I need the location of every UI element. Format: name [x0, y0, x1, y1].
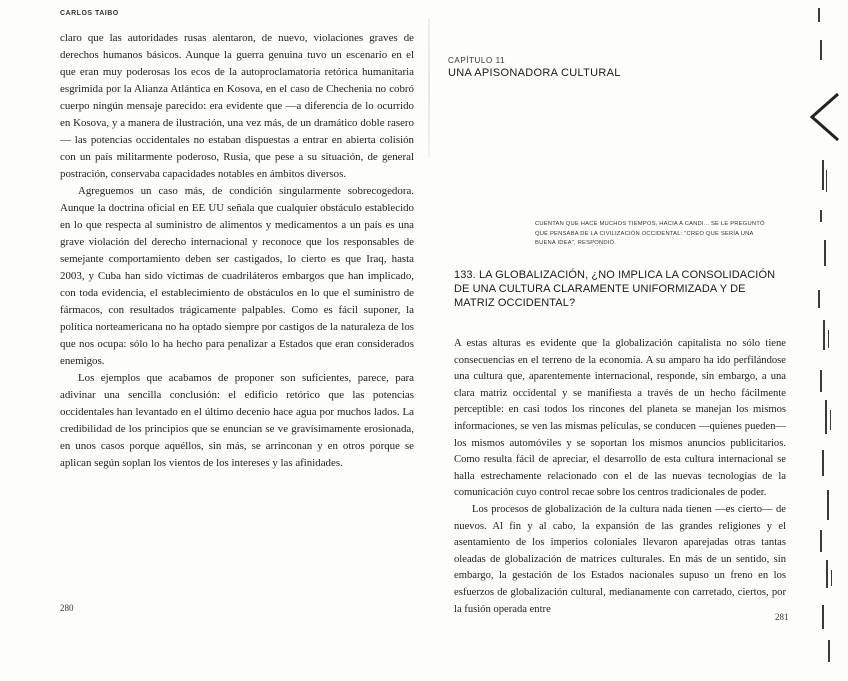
- left-paragraph-3: Los ejemplos que acabamos de proponer son suficientes, parece, para adivinar una sencilla conclusión: el edificio retórico que las potencias occidentales han levantado en el último decenio hace agua por muchos lados. La credibilidad de los principios que se enuncian se ve gravísimamente erosionada, en unos casos porque aquéllos, sin más, se arrinconan y en otros porque se aplican según soplan los vientos de los intereses y las afinidades.: [60, 372, 414, 469]
- running-head: CARLOS TAIBO: [60, 10, 119, 17]
- section-heading: 133. LA GLOBALIZACIÓN, ¿NO IMPLICA LA CONSOLIDACIÓN DE UNA CULTURA CLARAMENTE UNIFORMIZADA Y DE MATRIZ OCCIDENTAL?: [454, 269, 776, 309]
- chapter-title: UNA APISONADORA CULTURAL: [448, 67, 621, 79]
- page-number-left: 280: [60, 603, 74, 613]
- left-page-body: [60, 30, 414, 472]
- page-gutter: [428, 18, 430, 158]
- left-paragraph-2: Agreguemos un caso más, de condición singularmente sobrecogedora. Aunque la doctrina oficial en EE UU señala que cualquier obstáculo establecido en lo que respecta al suministro de alimentos y medicamentos a un país es una grave violación del derecho internacional y reconoce que los responsables de semejante comportamiento deben ser castigados, lo cierto es que Iraq, hasta 2003, y Cuba han sido víctimas de cuadriláteros embargos que han implicado, con toda evidencia, el establecimiento de obstáculos en lo que el suministro de fármacos, con resultados trágicamente palpables. Como es fácil suponer, la política norteamericana no ha optado siempre por castigos de la naturaleza de los que nos ocupa: sólo lo ha hecho para penalizar a Estados que eran considerados enemigos.: [60, 185, 414, 367]
- left-paragraph-1: claro que las autoridades rusas alentaron, de nuevo, violaciones graves de derechos humanos básicos. Aunque la guerra genuina tuvo un escenario en el que eran muy poderosas los ecos de la autoproclamatoria retórica humanitaria esgrimida por la Alianza Atlántica en Kosova, en el caso de Chechenia no cobró cuerpo ningún mensaje parecido: era evidente que —a diferencia de lo ocurrido en Kosova, y a manera de ilustración, una vez más, de un dramático doble rasero— las potencias occidentales no estaban dispuestas a entrar en abierta colisión con un país militarmente poderoso, Rusia, que pese a su situación, de general postración, conservaba capacidades notables en ámbitos diversos.: [60, 32, 414, 180]
- page-number-right: 281: [775, 612, 789, 622]
- chapter-label: CAPÍTULO 11: [448, 56, 506, 65]
- scan-edge-marks: [808, 0, 848, 681]
- right-page-body: [454, 336, 786, 618]
- epigraph: CUENTAN QUE HACE MUCHOS TIEMPOS, HACIA A CANDI... SE LE PREGUNTÓ QUÉ PENSABA DE LA CIVILIZACIÓN OCCIDENTAL: "CREO QUE SERÍA UNA BUENA IDEA", RESPONDIÓ.: [535, 221, 765, 246]
- right-paragraph-2: Los procesos de globalización de la cultura nada tienen —es cierto— de nuevos. Al fin y al cabo, la expansión de las grandes religiones y el asentamiento de los imperios coloniales llevaron aparejadas otras tantas oleadas de globalización de matrices culturales. En más de un sentido, sin embargo, la gestación de los Estados nacionales supuso un freno en los esfuerzos de globalización cultural, medianamente con carretado, ciertos, por la fusión operada entre: [454, 503, 786, 615]
- right-paragraph-1: A estas alturas es evidente que la globalización capitalista no sólo tiene consecuencias en el terreno de la economía. A su amparo ha ido perfilándose una cultura que, aparentemente internacional, responde, sin embargo, a una clara matriz occidental y se manifiesta a través de un hecho fácilmente perceptible: en casi todos los rincones del planeta se manejan los mismos informaciones, se ven las mismas películas, se conducen —quienes pueden— los mismos automóviles y se soportan los mismos anuncios publicitarios. Como resulta fácil de apreciar, el desarrollo de esta cultura internacional se halla estrechamente relacionado con el de las nuevas tecnologías de la comunicación cuyo control recae sobre los centros tradicionales de poder.: [454, 338, 786, 499]
